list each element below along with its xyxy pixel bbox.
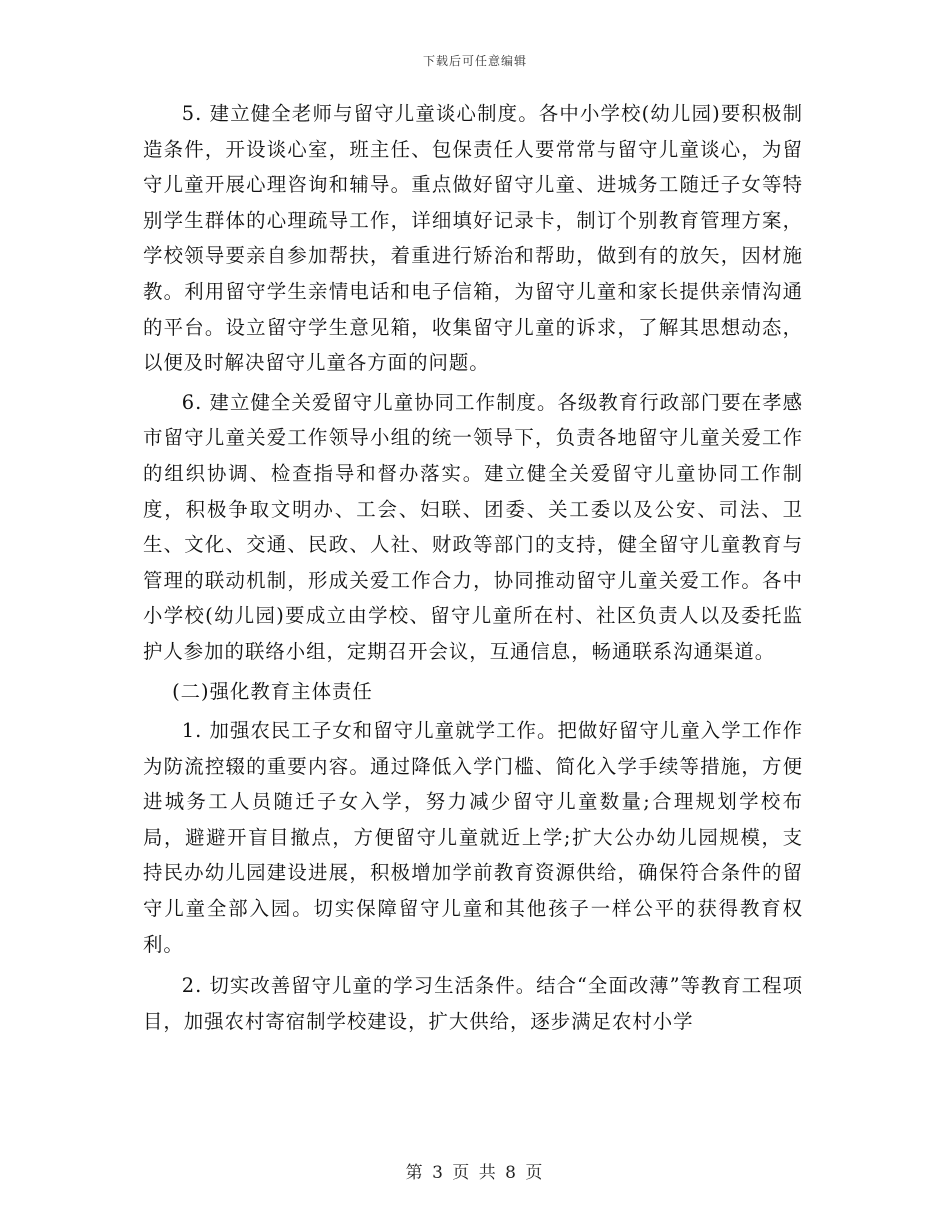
document-body	[143, 96, 803, 1043]
paragraph-5: 5. 建立健全老师与留守儿童谈心制度。各中小学校(幼儿园)要积极制造条件，开设谈心室，班主任、包保责任人要常常与留守儿童谈心，为留守儿童开展心理咨询和辅导。重点做好留守儿童、进城务工随迁子女等特别学生群体的心理疏导工作，详细填好记录卡，制订个别教育管理方案，学校领导要亲自参加帮扶，着重进行矫治和帮助，做到有的放矢，因材施教。利用留守学生亲情电话和电子信箱，为留守儿童和家长提供亲情沟通的平台。设立留守学生意见箱，收集留守儿童的诉求，了解其思想动态，以便及时解决留守儿童各方面的问题。	[143, 102, 803, 375]
footer-total-pages: 8	[505, 1163, 518, 1183]
footer-label-mid: 页 共	[452, 1163, 498, 1183]
page-header: 下载后可任意编辑	[422, 54, 527, 68]
paragraph-2: 2. 切实改善留守儿童的学习生活条件。结合“全面改薄”等教育工程项目，加强农村寄宿制学校建设，扩大供给，逐步满足农村小学	[143, 974, 803, 1033]
paragraph-1: 1. 加强农民工子女和留守儿童就学工作。把做好留守儿童入学工作作为防流控辍的重要内容。通过降低入学门槛、简化入学手续等措施，方便进城务工人员随迁子女入学，努力减少留守儿童数量;合理规划学校布局，避避开盲目撤点，方便留守儿童就近上学;扩大公办幼儿园规模，支持民办幼儿园建设进展，积极增加学前教育资源供给，确保符合条件的留守儿童全部入园。切实保障留守儿童和其他孩子一样公平的获得教育权利。	[143, 719, 803, 956]
section-heading: (二)强化教育主体责任	[172, 679, 373, 703]
page-footer	[0, 1158, 950, 1183]
footer-label-pre: 第	[405, 1163, 425, 1183]
paragraph-6: 6. 建立健全关爱留守儿童协同工作制度。各级教育行政部门要在孝感市留守儿童关爱工作领导小组的统一领导下，负责各地留守儿童关爱工作的组织协调、检查指导和督办落实。建立健全关爱留守儿童协同工作制度，积极争取文明办、工会、妇联、团委、关工委以及公安、司法、卫生、文化、交通、民政、人社、财政等部门的支持，健全留守儿童教育与管理的联动机制，形成关爱工作合力，协同推动留守儿童关爱工作。各中小学校(幼儿园)要成立由学校、留守儿童所在村、社区负责人以及委托监护人参加的联络小组，定期召开会议，互通信息，畅通联系沟通渠道。	[143, 390, 803, 663]
footer-label-post: 页	[525, 1163, 545, 1183]
footer-page-number: 3	[432, 1163, 445, 1183]
